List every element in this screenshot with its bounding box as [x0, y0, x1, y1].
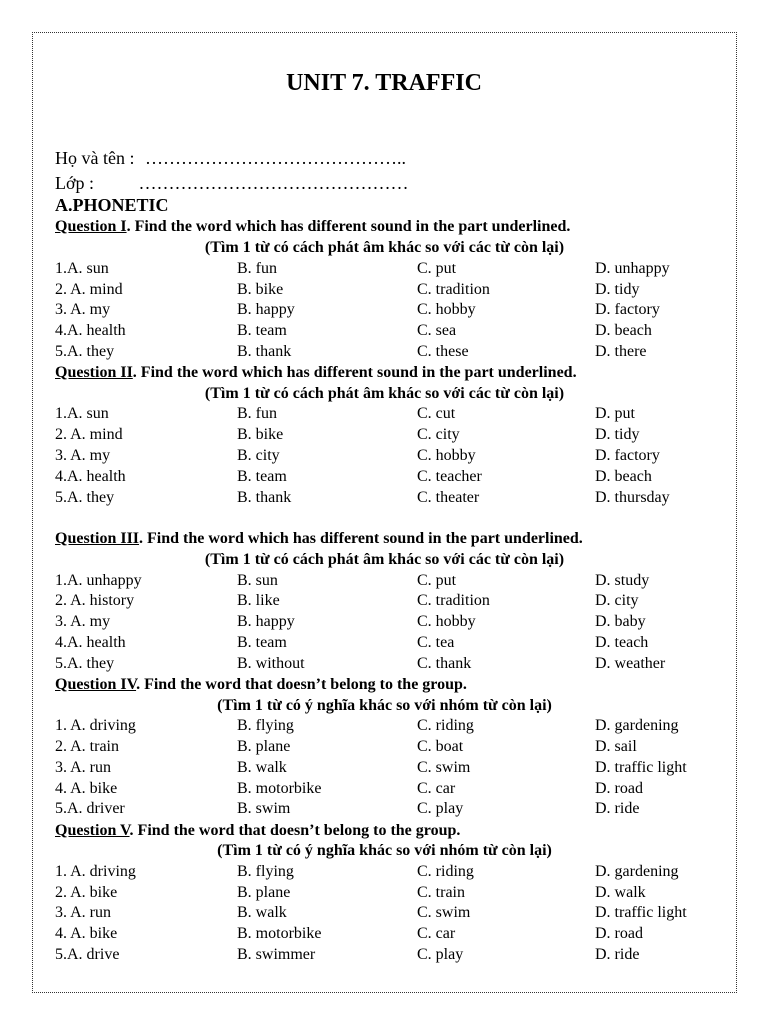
- question-1-heading: [55, 216, 570, 237]
- answer-option-c: C. tradition: [417, 592, 490, 609]
- answer-option-a: 3. A. run: [55, 759, 111, 776]
- answer-option-b: B. thank: [237, 343, 292, 360]
- answer-option-b: B. plane: [237, 884, 291, 901]
- answer-option-b: B. motorbike: [237, 780, 322, 797]
- answer-option-a: 1.A. unhappy: [55, 572, 142, 589]
- answer-option-c: C. car: [417, 925, 456, 942]
- answer-option-d: D. weather: [595, 655, 666, 672]
- answer-option-d: D. baby: [595, 613, 646, 630]
- answer-option-a: 3. A. my: [55, 447, 111, 464]
- answer-row: [55, 299, 735, 320]
- answer-option-c: C. city: [417, 426, 460, 443]
- answer-option-d: D. beach: [595, 468, 652, 485]
- answer-option-c: C. cut: [417, 405, 456, 422]
- question-label: Question V: [55, 822, 130, 839]
- answer-option-d: D. traffic light: [595, 904, 687, 921]
- page-title: UNIT 7. TRAFFIC: [286, 70, 482, 96]
- answer-option-c: C. tea: [417, 634, 455, 651]
- answer-option-b: B. bike: [237, 426, 284, 443]
- answer-row: [55, 715, 735, 736]
- answer-row: [55, 757, 735, 778]
- class-blank: ………………………………………: [138, 173, 409, 193]
- answer-option-c: C. tradition: [417, 281, 490, 298]
- answer-option-d: D. walk: [595, 884, 646, 901]
- answer-option-a: 3. A. my: [55, 301, 111, 318]
- answer-option-b: B. flying: [237, 717, 294, 734]
- question-5-translation: (Tìm 1 từ có ý nghĩa khác so với nhóm từ còn lại): [217, 842, 552, 859]
- answer-option-a: 5.A. drive: [55, 946, 120, 963]
- answer-row: [55, 590, 735, 611]
- answer-row: [55, 611, 735, 632]
- question-4-heading: [55, 674, 467, 695]
- answer-option-d: D. study: [595, 572, 650, 589]
- answer-row: [55, 279, 735, 300]
- answer-row: [55, 902, 735, 923]
- answer-option-d: D. factory: [595, 447, 660, 464]
- answer-option-b: B. team: [237, 468, 287, 485]
- answer-row: [55, 466, 735, 487]
- answer-option-a: 5.A. they: [55, 343, 115, 360]
- answer-option-b: B. city: [237, 447, 280, 464]
- question-2-heading: [55, 362, 577, 383]
- question-label: Question III: [55, 530, 140, 547]
- answer-option-b: B. motorbike: [237, 925, 322, 942]
- answer-option-d: D. tidy: [595, 281, 640, 298]
- answer-option-c: C. hobby: [417, 447, 476, 464]
- answer-row: [55, 632, 735, 653]
- answer-option-b: B. swim: [237, 800, 291, 817]
- answer-option-d: D. thursday: [595, 489, 670, 506]
- answer-option-a: 4.A. health: [55, 322, 126, 339]
- question-instruction: . Find the word which has different sound in the part underlined.: [139, 530, 583, 547]
- answer-row: [55, 445, 735, 466]
- answer-row: [55, 798, 735, 819]
- answer-row: [55, 944, 735, 965]
- answer-option-c: C. swim: [417, 759, 471, 776]
- answer-option-c: C. sea: [417, 322, 457, 339]
- answer-option-d: D. factory: [595, 301, 660, 318]
- answer-option-d: D. gardening: [595, 717, 679, 734]
- question-instruction: . Find the word that doesn’t belong to the group.: [129, 822, 461, 839]
- answer-option-a: 1.A. sun: [55, 405, 109, 422]
- answer-option-c: C. swim: [417, 904, 471, 921]
- answer-option-c: C. hobby: [417, 613, 476, 630]
- answer-option-a: 4. A. bike: [55, 780, 118, 797]
- question-3-translation: (Tìm 1 từ có cách phát âm khác so với các từ còn lại): [204, 551, 565, 568]
- answer-option-a: 3. A. run: [55, 904, 111, 921]
- answer-option-a: 2. A. history: [55, 592, 135, 609]
- name-blank: ……………………………………..: [144, 148, 406, 168]
- class-label: Lớp :: [55, 173, 95, 193]
- answer-option-a: 5.A. they: [55, 655, 115, 672]
- answer-row: [55, 570, 735, 591]
- answer-option-c: C. boat: [417, 738, 464, 755]
- answer-option-b: B. happy: [237, 613, 295, 630]
- answer-option-a: 2. A. train: [55, 738, 119, 755]
- answer-option-b: B. swimmer: [237, 946, 316, 963]
- answer-option-c: C. these: [417, 343, 469, 360]
- class-line: [55, 173, 409, 194]
- name-line: [55, 148, 406, 169]
- answer-option-b: B. fun: [237, 405, 277, 422]
- question-label: Question I: [55, 218, 127, 235]
- answer-option-a: 1. A. driving: [55, 717, 136, 734]
- answer-option-c: C. put: [417, 260, 457, 277]
- answer-option-b: B. walk: [237, 759, 287, 776]
- answer-row: [55, 882, 735, 903]
- answer-row: [55, 403, 735, 424]
- answer-option-a: 4.A. health: [55, 634, 126, 651]
- answer-option-c: C. play: [417, 800, 464, 817]
- question-instruction: . Find the word which has different sound in the part underlined.: [126, 218, 571, 235]
- question-5-heading: [55, 820, 460, 841]
- answer-row: [55, 923, 735, 944]
- question-2-translation: (Tìm 1 từ có cách phát âm khác so với các từ còn lại): [204, 385, 565, 402]
- answer-option-a: 4.A. health: [55, 468, 126, 485]
- answer-row: [55, 258, 735, 279]
- answer-row: [55, 341, 735, 362]
- answer-option-b: B. bike: [237, 281, 284, 298]
- answer-option-d: D. teach: [595, 634, 649, 651]
- answer-row: [55, 861, 735, 882]
- answer-option-c: C. theater: [417, 489, 480, 506]
- answer-option-c: C. hobby: [417, 301, 476, 318]
- question-label: Question II: [55, 364, 133, 381]
- answer-option-a: 2. A. mind: [55, 426, 123, 443]
- answer-option-d: D. beach: [595, 322, 652, 339]
- name-label: Họ và tên :: [55, 148, 135, 168]
- question-1-translation: (Tìm 1 từ có cách phát âm khác so với các từ còn lại): [204, 239, 565, 256]
- answer-option-b: B. flying: [237, 863, 294, 880]
- answer-row: [55, 736, 735, 757]
- answer-option-a: 5.A. they: [55, 489, 115, 506]
- answer-option-a: 5.A. driver: [55, 800, 125, 817]
- answer-option-d: D. sail: [595, 738, 637, 755]
- section-heading: A.PHONETIC: [55, 195, 169, 215]
- answer-option-b: B. team: [237, 322, 287, 339]
- answer-option-d: D. ride: [595, 800, 640, 817]
- answer-option-b: B. happy: [237, 301, 295, 318]
- question-4-translation: (Tìm 1 từ có ý nghĩa khác so với nhóm từ còn lại): [217, 697, 552, 714]
- answer-option-c: C. riding: [417, 863, 474, 880]
- answer-option-b: B. plane: [237, 738, 291, 755]
- answer-option-c: C. car: [417, 780, 456, 797]
- answer-option-d: D. city: [595, 592, 639, 609]
- answer-option-d: D. tidy: [595, 426, 640, 443]
- answer-option-a: 4. A. bike: [55, 925, 118, 942]
- answer-option-b: B. team: [237, 634, 287, 651]
- answer-option-c: C. teacher: [417, 468, 482, 485]
- answer-option-d: D. unhappy: [595, 260, 670, 277]
- answer-row: [55, 424, 735, 445]
- answer-row: [55, 653, 735, 674]
- answer-option-a: 1. A. driving: [55, 863, 136, 880]
- answer-option-c: C. riding: [417, 717, 474, 734]
- answer-option-b: B. thank: [237, 489, 292, 506]
- answer-option-b: B. sun: [237, 572, 278, 589]
- answer-option-a: 3. A. my: [55, 613, 111, 630]
- answer-option-d: D. gardening: [595, 863, 679, 880]
- question-3-heading: [55, 528, 583, 549]
- answer-option-a: 2. A. bike: [55, 884, 118, 901]
- answer-option-c: C. thank: [417, 655, 472, 672]
- answer-option-c: C. play: [417, 946, 464, 963]
- answer-row: [55, 778, 735, 799]
- answer-option-b: B. without: [237, 655, 305, 672]
- question-instruction: . Find the word which has different sound in the part underlined.: [132, 364, 577, 381]
- answer-option-b: B. fun: [237, 260, 277, 277]
- answer-option-b: B. like: [237, 592, 280, 609]
- answer-option-d: D. put: [595, 405, 635, 422]
- answer-option-c: C. train: [417, 884, 465, 901]
- answer-row: [55, 487, 735, 508]
- answer-option-b: B. walk: [237, 904, 287, 921]
- question-instruction: . Find the word that doesn’t belong to the group.: [136, 676, 467, 693]
- answer-option-d: D. traffic light: [595, 759, 687, 776]
- question-label: Question IV: [55, 676, 137, 693]
- answer-row: [55, 320, 735, 341]
- answer-option-a: 1.A. sun: [55, 260, 109, 277]
- answer-option-a: 2. A. mind: [55, 281, 123, 298]
- answer-option-d: D. there: [595, 343, 647, 360]
- answer-option-c: C. put: [417, 572, 457, 589]
- answer-option-d: D. ride: [595, 946, 640, 963]
- answer-option-d: D. road: [595, 780, 643, 797]
- answer-option-d: D. road: [595, 925, 643, 942]
